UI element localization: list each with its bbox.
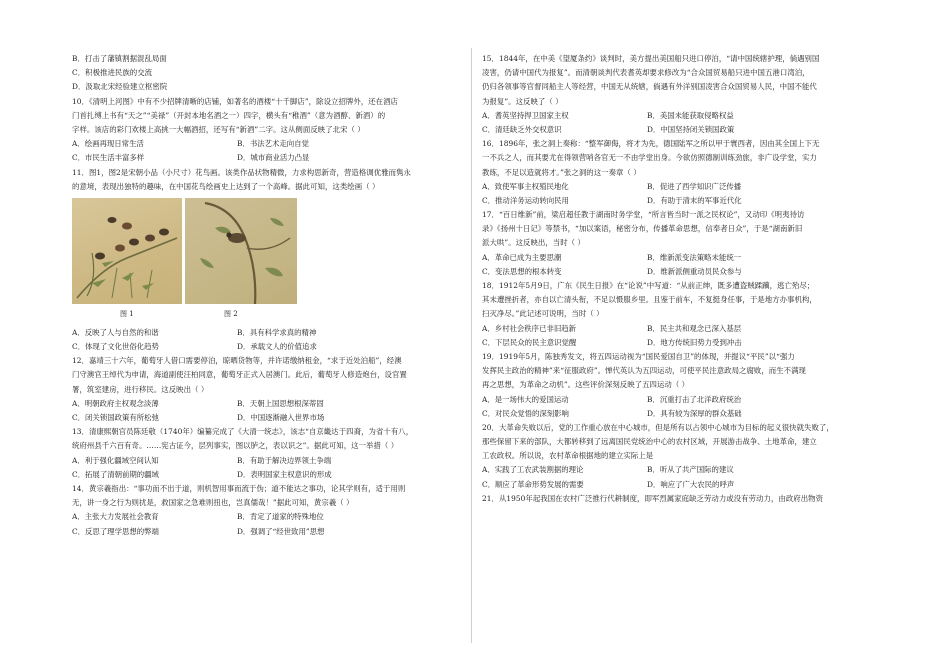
- option-row: [482, 123, 874, 137]
- question-15-line: 仍归各领事等官督同船主人等经营，中国无从统辖，倘遇有外洋别国凌害合众国贸易人民，中国不能代: [482, 82, 817, 92]
- option-a: A．绘画再现日常生活: [72, 139, 144, 149]
- bird-painting-figure-2: [185, 198, 297, 304]
- question-19-line: 发挥民主政治的精神”来“征服政府”。惮代英认为五四运动，可使平民注意政局之腐败，而生不满现: [482, 366, 806, 376]
- text-line: C．积极推进民族的交流: [72, 68, 153, 78]
- option-b: B．有助于解决边界领土争端: [237, 455, 332, 465]
- option-d: D．中国坚持闭关锁国政策: [647, 124, 735, 134]
- option-row: [482, 407, 874, 421]
- question-14-line: 14．黄宗羲指出：“事功而不出于道，则机智用事而流于伪；道不能达之事功，论其学则有，适于用则: [72, 483, 406, 493]
- option-row: [72, 454, 462, 468]
- column-divider: [471, 48, 472, 643]
- question-10-line: 10．《清明上河图》中有不少招牌清晰的店铺，如著名的酒楼“十千脚店”，除设立招牌外，还在酒店: [72, 96, 398, 106]
- option-d: D．表明国家主权意识的形成: [237, 469, 332, 479]
- option-row: [72, 326, 462, 340]
- option-a: A．反映了人与自然的和谐: [72, 327, 159, 337]
- option-b: B．维新派变法策略未能统一: [647, 252, 742, 262]
- option-d: D．中国逐渐融入世界市场: [237, 413, 325, 422]
- option-row: [482, 393, 874, 407]
- option-c: C．顺应了革命形势发展的需要: [482, 479, 584, 489]
- text-line: B．打击了藩镇割据混乱局面: [72, 54, 167, 63]
- option-c: C．对民众觉悟的深刻影响: [482, 408, 569, 418]
- question-11-line: 11．图1，图2是宋朝小品（小尺寸）花鸟画。该类作品状物精微，力求构思新奇，营造格调优雅而隽永: [72, 167, 411, 177]
- option-row: [482, 478, 874, 492]
- option-c: C．清廷缺乏外交权意识: [482, 124, 562, 134]
- option-row: [72, 137, 462, 151]
- bird-painting-figure-1: [72, 198, 182, 304]
- question-18-line: 其未遭挫折者，亦自以亡清头衔，不足以慑服乡里。且鉴于前车，不复挺身任事，于是地方办事机构，: [482, 295, 817, 305]
- option-b: B．民主共和观念已深入基层: [647, 323, 742, 333]
- figure-caption: 图 1: [120, 309, 134, 318]
- option-row: [482, 194, 874, 208]
- bird-painting-image: [72, 198, 182, 304]
- question-12-line: 门守澳官王绰代为申请，海道副使汪柏同意，葡萄牙正式入居澳门。此后，葡萄牙人修造炮台，设官置: [72, 370, 407, 380]
- option-d: D．承载文人的价值追求: [237, 342, 317, 352]
- option-row: [482, 336, 874, 350]
- question-19-line: 19．1919年5月，陈独秀发文，将五四运动视为“国民爱国自卫”的体现，并提议“平民”以“强力: [482, 351, 795, 361]
- option-d: D．有助于清末的军事近代化: [647, 195, 742, 205]
- option-c: C．市民生活丰富多样: [72, 153, 145, 163]
- option-b: B．沉重打击了北洋政府统治: [647, 394, 742, 404]
- question-16-line: 教练，不足以造就将才。”张之洞的这一奏章（ ）: [482, 167, 641, 177]
- question-17-line: 录》《扬州十日记》等禁书，“加以案语，秘密分布，传播革命思想，信奉者日众”，于是“湖南新旧: [482, 224, 803, 234]
- bird-painting-image: [185, 198, 297, 304]
- option-row: [482, 265, 874, 279]
- option-a: A．明朝政府主权观念淡薄: [72, 398, 159, 408]
- question-12-line: 12．嘉靖三十六年，葡萄牙人借口需要停泊，晾晒货物等，并许诺缴纳租金，“求于近处泊船”，经澳: [72, 356, 402, 366]
- option-a: A．实践了工农武装割据的理论: [482, 465, 584, 475]
- question-21-line: 21．从1950年起我国在农村广泛推行代耕制度，即军烈属家庭缺乏劳动力或没有劳动力，由政府出物资: [482, 493, 824, 503]
- question-18-line: 扫灭净尽。”此记述可说明，当时（ ）: [482, 309, 604, 319]
- option-a: A．主张大力发展社会教育: [72, 512, 159, 522]
- option-b: B．美国未能获取侵略权益: [647, 110, 734, 120]
- option-b: B．天朝上国思想根深蒂固: [237, 398, 324, 408]
- option-b: B．肯定了道家的特殊地位: [237, 512, 324, 522]
- option-row: [482, 322, 874, 336]
- option-c: C．体现了文化世俗化趋势: [72, 342, 159, 352]
- option-row: [72, 411, 462, 425]
- question-16-line: 一不兵之人，而其要尤在得领营哨各官无一不由学堂出身。今欲仿照德制训练劲旅，非广设学堂，实力: [482, 153, 817, 163]
- question-20-line: 那些保留下来的部队，大都转移到了远离国民党统治中心的农村区域，开展游击战争、土地革命，建立: [482, 437, 817, 447]
- option-b: B．具有科学求真的精神: [237, 327, 317, 337]
- option-row: [482, 463, 874, 477]
- option-a: A．是一场伟大的爱国运动: [482, 394, 569, 404]
- question-17-line: 17．“百日维新”前，梁启超任教于湖南时务学堂，“所言皆当时一派之民权论”，又动印《明夷待访: [482, 210, 805, 220]
- question-13-line: 13．清康熙朝官员陈廷敬（1740年）编纂完成了《大清一统志》，该志“自京畿达于四裔，为省十有八，: [72, 427, 414, 437]
- option-row: [482, 251, 874, 265]
- option-c: C．拓展了清朝前期的疆域: [72, 469, 159, 479]
- option-b: B．书法艺术走向自觉: [237, 139, 309, 149]
- option-d: D．地方传统旧势力受到冲击: [647, 337, 742, 347]
- option-b: B．听从了共产国际的建议: [647, 465, 734, 475]
- right-column: [482, 52, 874, 506]
- option-row: [482, 109, 874, 123]
- question-20-line: 20．大革命失败以后，党的工作重心放在中心城市，但是所有以占领中心城市为目标的起义很快就失败了，: [482, 422, 834, 432]
- option-row: [482, 180, 874, 194]
- question-14-line: 无，讲一身之行为则扰是，救国家之急难则扭也，岂真儒哉！”据此可知，黄宗羲（ ）: [72, 498, 354, 508]
- option-row: [72, 525, 462, 539]
- option-b: B．促进了西学知识广泛传播: [647, 181, 742, 191]
- question-18-line: 18．1912年5月9日，广东《民生日报》在“论说”中写道：“从前正绅，既多遭盗贼蹂躏，逃亡殆尽；: [482, 281, 815, 290]
- question-12-line: 署，筑室建房，进行移民。这反映出（ ）: [72, 384, 209, 394]
- figure-caption: 图 2: [224, 309, 238, 318]
- question-17-line: 派大哄”。这反映出，当时（ ）: [482, 238, 585, 248]
- option-c: C．推动洋务运动转向民用: [482, 195, 569, 205]
- option-d: D．强调了“经世致用”思想: [237, 526, 325, 536]
- option-a: A．耆英坚持捍卫国家主权: [482, 110, 569, 120]
- option-d: D．城市商业活力凸显: [237, 153, 310, 163]
- option-row: [72, 510, 462, 524]
- question-15-line: 凌害，仍请中国代为报复”。而清朝谈判代表耆英却要求修改为“合众国贸易船只进中国五港口湾泊，: [482, 68, 810, 78]
- question-19-line: 再之思想，为革命之动机”。这些评价深刻反映了五四运动（ ）: [482, 380, 690, 390]
- option-row: [72, 340, 462, 354]
- question-20-line: 工农政权。所以说，农村革命根据地的建立实际上是: [482, 451, 654, 461]
- option-c: C．下层民众的民主意识觉醒: [482, 337, 577, 347]
- figure-block: [72, 198, 462, 324]
- left-column: [72, 52, 462, 539]
- option-a: A．乡村社会秩序已非旧趋新: [482, 323, 577, 333]
- question-15-line: 为报复”。这反映了（ ）: [482, 96, 563, 106]
- option-d: D．维新派侧重动员民众参与: [647, 266, 742, 276]
- option-c: C．闭关锁国政策有所松弛: [72, 413, 159, 422]
- option-row: [72, 468, 462, 482]
- option-a: A．致使军事主权殖民地化: [482, 181, 569, 191]
- question-16-line: 16．1896年，张之洞上奏称：“整军御侮，将才为先，德国陆军之所以甲于寰西者，因由其全国上下无: [482, 139, 820, 149]
- option-a: A．革命已成为主要思潮: [482, 252, 562, 262]
- question-11-line: 的意境，表现出独特的趣味，在中国花鸟绘画史上达到了一个高峰。据此可知，这类绘画（ ）: [72, 181, 380, 191]
- option-a: A．利于强化疆域空间认知: [72, 455, 159, 465]
- question-13-line: 统府州县千六百有奇。……宪古证今，层列事实，图以胪之，表以识之”。据此可知，这一举措（ ）: [72, 441, 399, 451]
- option-d: D．响应了广大农民的呼声: [647, 479, 735, 489]
- question-15-line: 15．1844年，在中美《望厦条约》谈判时，美方提出美国船只进口停泊，“请中国统辖护理，倘遇别国: [482, 54, 820, 63]
- option-row: [72, 397, 462, 411]
- text-line: D．汲取北宋经验建立枢密院: [72, 82, 168, 92]
- question-10-line: 字样。该店的彩门欢楼上高挑一大幅酒招，还写有“新酒”二字。这从侧面反映了北宋（ ）: [72, 124, 365, 134]
- option-c: C．变法思想的根本转变: [482, 266, 562, 276]
- question-10-line: 门首扎缚上书有“天之”“美禄”（开封本地名酒之一）四字，横头有“稚酒”（意为酒醇、新酒）的: [72, 110, 386, 120]
- option-row: [72, 151, 462, 165]
- option-d: D．具有较为深厚的群众基础: [647, 408, 742, 418]
- option-c: C．反思了理学思想的弊端: [72, 526, 159, 536]
